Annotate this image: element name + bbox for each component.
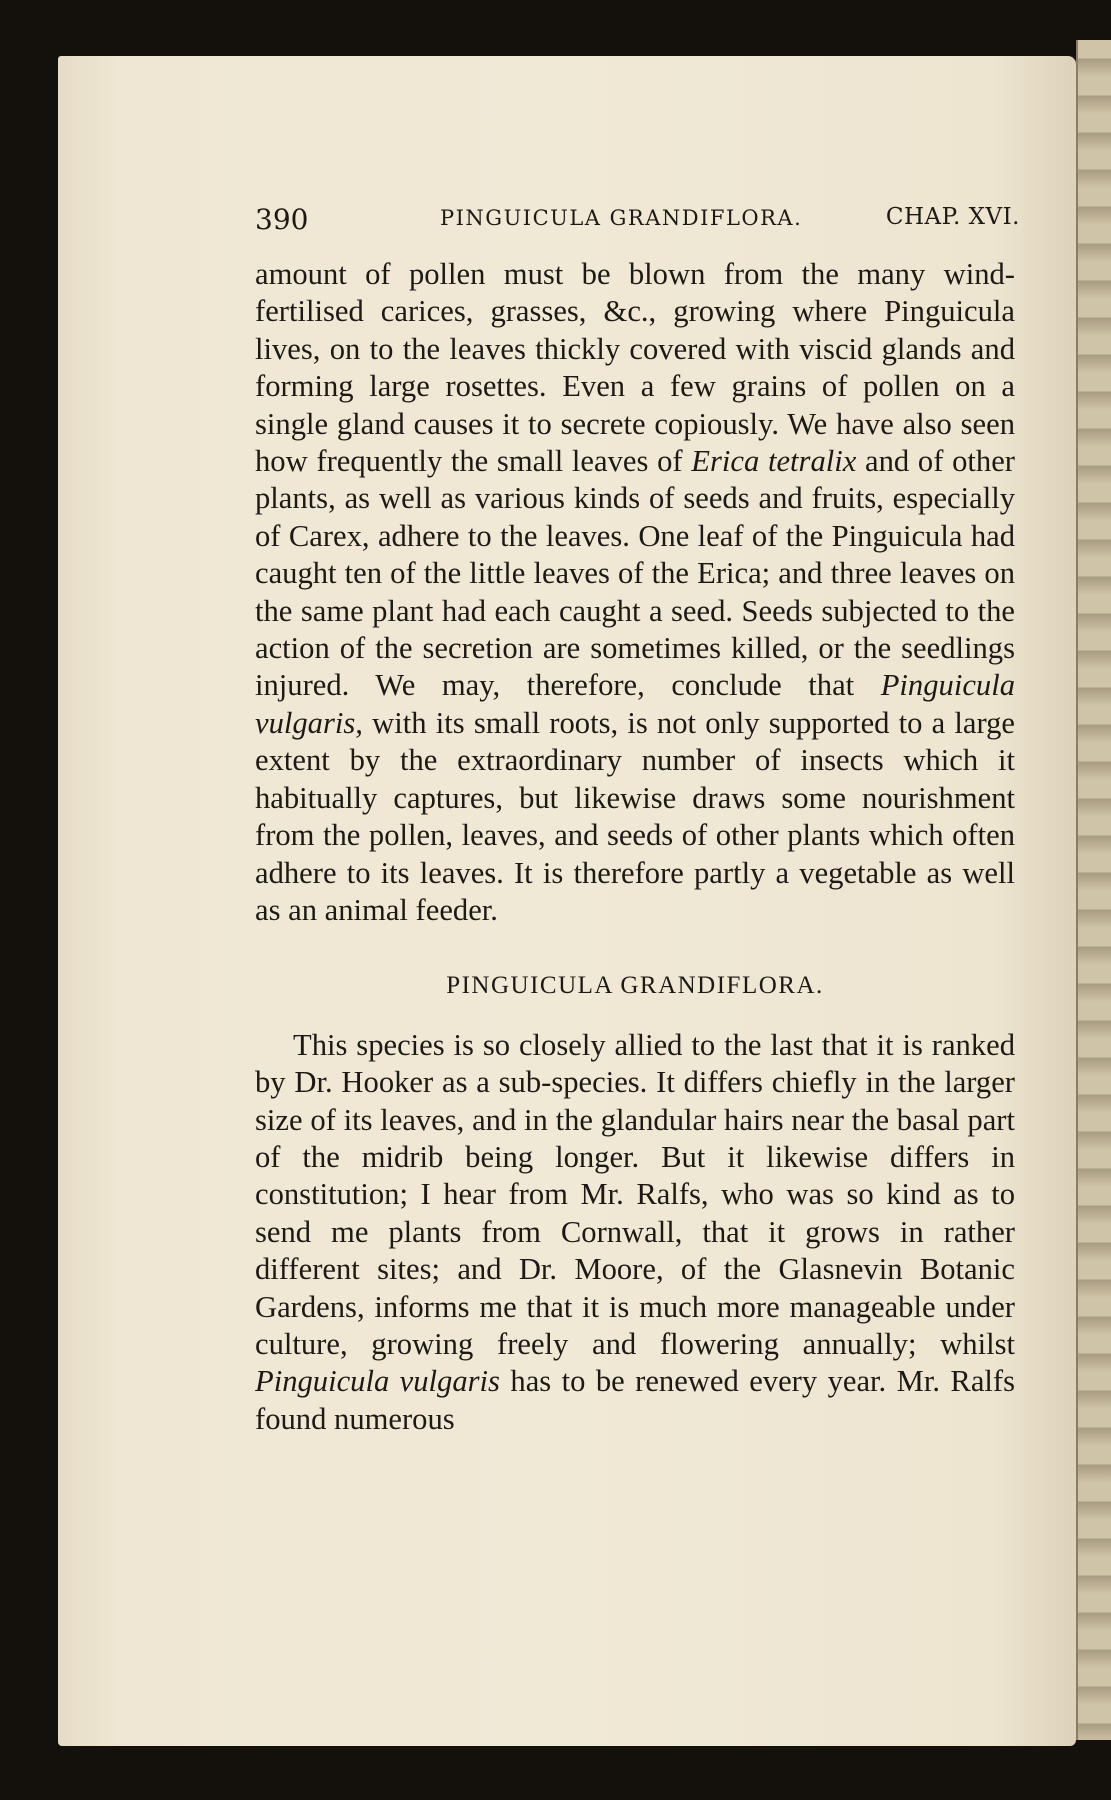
page-body bbox=[255, 256, 1015, 1438]
text-run: with its small roots, is not only supported to a large extent by the extraordinary number of insects which it habitually captures, but likewise draws some nourishment from the pollen, leaves, and seeds of other plants which often adhere to its leaves. It is therefore partly a vegetable as well as an animal feeder. bbox=[255, 705, 1015, 927]
section-heading: PINGUICULA GRANDIFLORA. bbox=[446, 972, 824, 1000]
text-run: This species is so closely allied to the last that it is ranked by Dr. Hooker as a sub-species. It differs chiefly in the larger size of its leaves, and in the glandular hairs near the basal part of the midrib being longer. But it likewise differs in constitution; I hear from Mr. Ralfs, who was so kind as to send me plants from Cornwall, that it grows in rather different sites; and Dr. Moore, of the Glasnevin Botanic Gardens, informs me that it is much more manageable under culture, growing freely and flowering annually; whilst bbox=[255, 1027, 1015, 1361]
text-run: and of other plants, as well as various kinds of seeds and fruits, especially of Carex, adhere to the leaves. One leaf of the Pinguicula had caught ten of the little leaves of the Erica; and three leaves on the same plant had each caught a seed. Seeds subjected to the action of the secretion are sometimes killed, or the seedlings injured. We may, therefore, conclude that bbox=[255, 444, 1015, 703]
italic-species-name: Pinguicula vulgaris, bbox=[255, 668, 1015, 740]
chapter-label: CHAP. XVI. bbox=[885, 204, 1020, 230]
adjacent-page-edge bbox=[1076, 40, 1111, 1740]
page-header bbox=[255, 203, 1020, 237]
paragraph-continuation bbox=[255, 256, 1015, 929]
italic-species-name: Pinguicula vulgaris bbox=[255, 1364, 500, 1399]
paragraph bbox=[255, 1027, 1015, 1438]
page-number: 390 bbox=[255, 203, 309, 236]
italic-species-name: Erica tetralix bbox=[691, 444, 857, 479]
text-run: has to be renewed every year. Mr. Ralfs found numerous bbox=[255, 1364, 1015, 1436]
running-title: PINGUICULA GRANDIFLORA. bbox=[440, 206, 803, 230]
text-run: amount of pollen must be blown from the many wind-fertilised carices, grasses, &c., growing where Pinguicula lives, on to the leaves thickly covered with viscid glands and forming large rosettes. Even a few grains of pollen on a single gland causes it to secrete copiously. We have also seen how frequently the small leaves of bbox=[255, 257, 1015, 479]
